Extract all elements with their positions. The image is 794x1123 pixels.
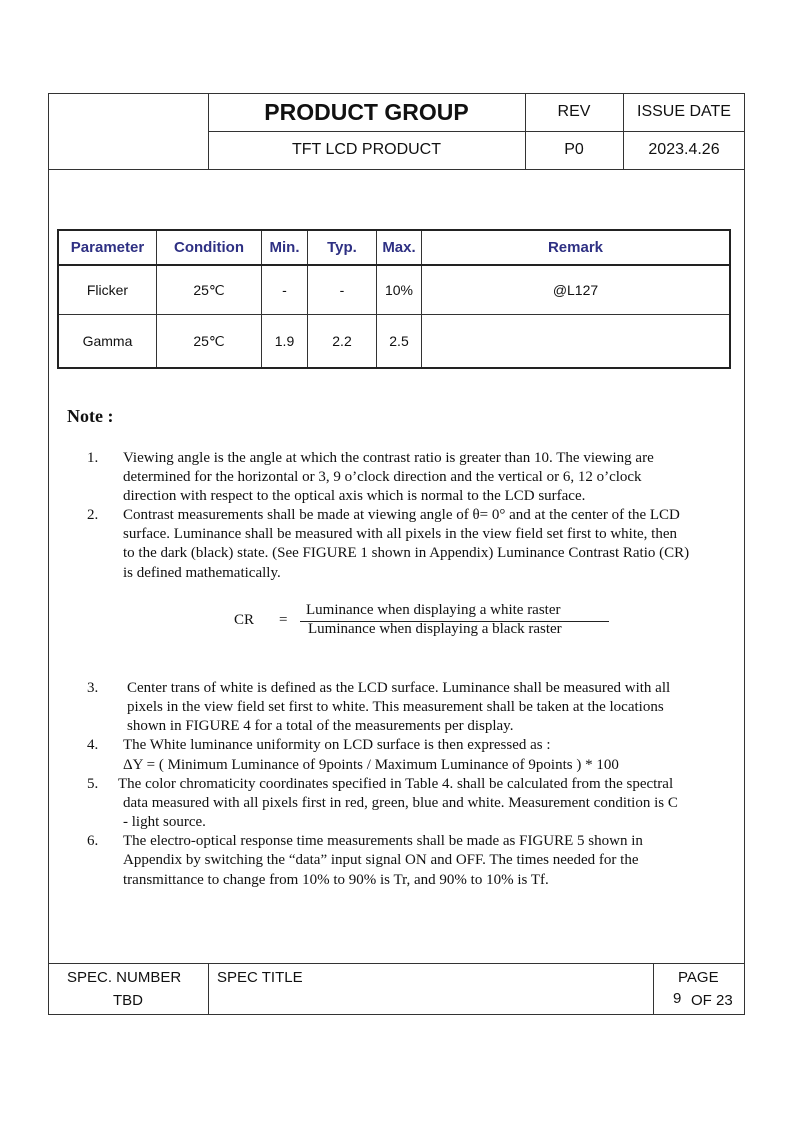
note-text: - light source.: [123, 814, 206, 830]
table-cell: 25℃: [157, 315, 262, 369]
note-number: 6.: [87, 833, 99, 849]
table-cell: 25℃: [157, 265, 262, 315]
note-text: surface. Luminance shall be measured with all pixels in the view field set first to white, then: [123, 526, 678, 542]
note-text: The White luminance uniformity on LCD surface is then expressed as :: [123, 737, 551, 753]
column-header: Parameter: [58, 230, 157, 265]
note-text: shown in FIGURE 4 for a total of the measurements per display.: [127, 718, 514, 734]
note-number: 4.: [87, 737, 99, 753]
table-header-row: [58, 230, 730, 265]
note-text: pixels in the view field set first to white. This measurement shall be taken at the locations: [127, 699, 664, 715]
table-cell: -: [262, 265, 308, 315]
table-row: [58, 315, 730, 369]
note-number: 5.: [87, 776, 99, 792]
page-number: 9: [673, 990, 682, 1007]
note-text: data measured with all pixels first in red, green, blue and white. Measurement condition is C: [123, 795, 678, 811]
table-cell: 2.5: [377, 315, 422, 369]
table-cell: 1.9: [262, 315, 308, 369]
note-text: The electro-optical response time measurements shall be made as FIGURE 5 shown in: [123, 833, 643, 849]
column-header: Remark: [422, 230, 731, 265]
note-text: direction with respect to the optical axis which is normal to the LCD surface.: [123, 488, 586, 504]
note-number: 1.: [87, 450, 99, 466]
rev-label: REV: [557, 103, 591, 120]
issue-date-label: ISSUE DATE: [637, 103, 731, 120]
column-header: Max.: [377, 230, 422, 265]
note-heading: Note :: [67, 406, 114, 426]
page-label: PAGE: [678, 969, 719, 986]
table-cell: 10%: [377, 265, 422, 315]
note-text: Appendix by switching the “data” input signal ON and OFF. The times needed for the: [123, 852, 639, 868]
issue-date-value: 2023.4.26: [648, 141, 720, 158]
note-text: Contrast measurements shall be made at viewing angle of θ= 0° and at the center of the LCD: [123, 507, 680, 523]
table-cell: [422, 315, 731, 369]
formula-cr-label: CR: [234, 612, 255, 628]
table-cell: -: [308, 265, 377, 315]
formula-equals: =: [279, 612, 288, 628]
footer-top-border: [48, 963, 745, 964]
note-text: to the dark (black) state. (See FIGURE 1 shown in Appendix) Luminance Contrast Ratio (CR): [123, 545, 690, 561]
page-total: OF 23: [691, 992, 733, 1009]
optical-spec-table: [57, 229, 731, 369]
spec-title-label: SPEC TITLE: [217, 969, 303, 986]
spec-number-value: TBD: [113, 992, 143, 1009]
table-cell: 2.2: [308, 315, 377, 369]
product-group-label: PRODUCT GROUP: [264, 98, 469, 125]
column-header: Min.: [262, 230, 308, 265]
table-cell: @L127: [422, 265, 731, 315]
note-number: 2.: [87, 507, 99, 523]
column-header: Condition: [157, 230, 262, 265]
rev-value: P0: [564, 141, 584, 158]
product-value: TFT LCD PRODUCT: [291, 141, 442, 158]
note-text: Center trans of white is defined as the LCD surface. Luminance shall be measured with all: [127, 680, 671, 696]
formula-denominator: Luminance when displaying a black raster: [308, 621, 562, 637]
note-text: is defined mathematically.: [123, 565, 281, 581]
note-text: Viewing angle is the angle at which the contrast ratio is greater than 10. The viewing are: [123, 450, 654, 466]
note-text: determined for the horizontal or 3, 9 o’clock direction and the vertical or 6, 12 o’clock: [123, 469, 642, 485]
footer-divider-right: [653, 963, 654, 1015]
table-row: [58, 265, 730, 315]
table-cell: Gamma: [58, 315, 157, 369]
header-bottom-border: [48, 169, 745, 170]
note-text: transmittance to change from 10% to 90% is Tr, and 90% to 10% is Tf.: [123, 872, 549, 888]
column-header: Typ.: [308, 230, 377, 265]
footer-divider-left: [208, 963, 209, 1015]
note-text: ΔY = ( Minimum Luminance of 9points / Maximum Luminance of 9points ) * 100: [123, 757, 619, 773]
spec-number-label: SPEC. NUMBER: [67, 969, 182, 986]
formula-numerator: Luminance when displaying a white raster: [306, 602, 561, 618]
note-number: 3.: [87, 680, 99, 696]
note-text: The color chromaticity coordinates specified in Table 4. shall be calculated from the spectral: [118, 776, 674, 792]
table-cell: Flicker: [58, 265, 157, 315]
